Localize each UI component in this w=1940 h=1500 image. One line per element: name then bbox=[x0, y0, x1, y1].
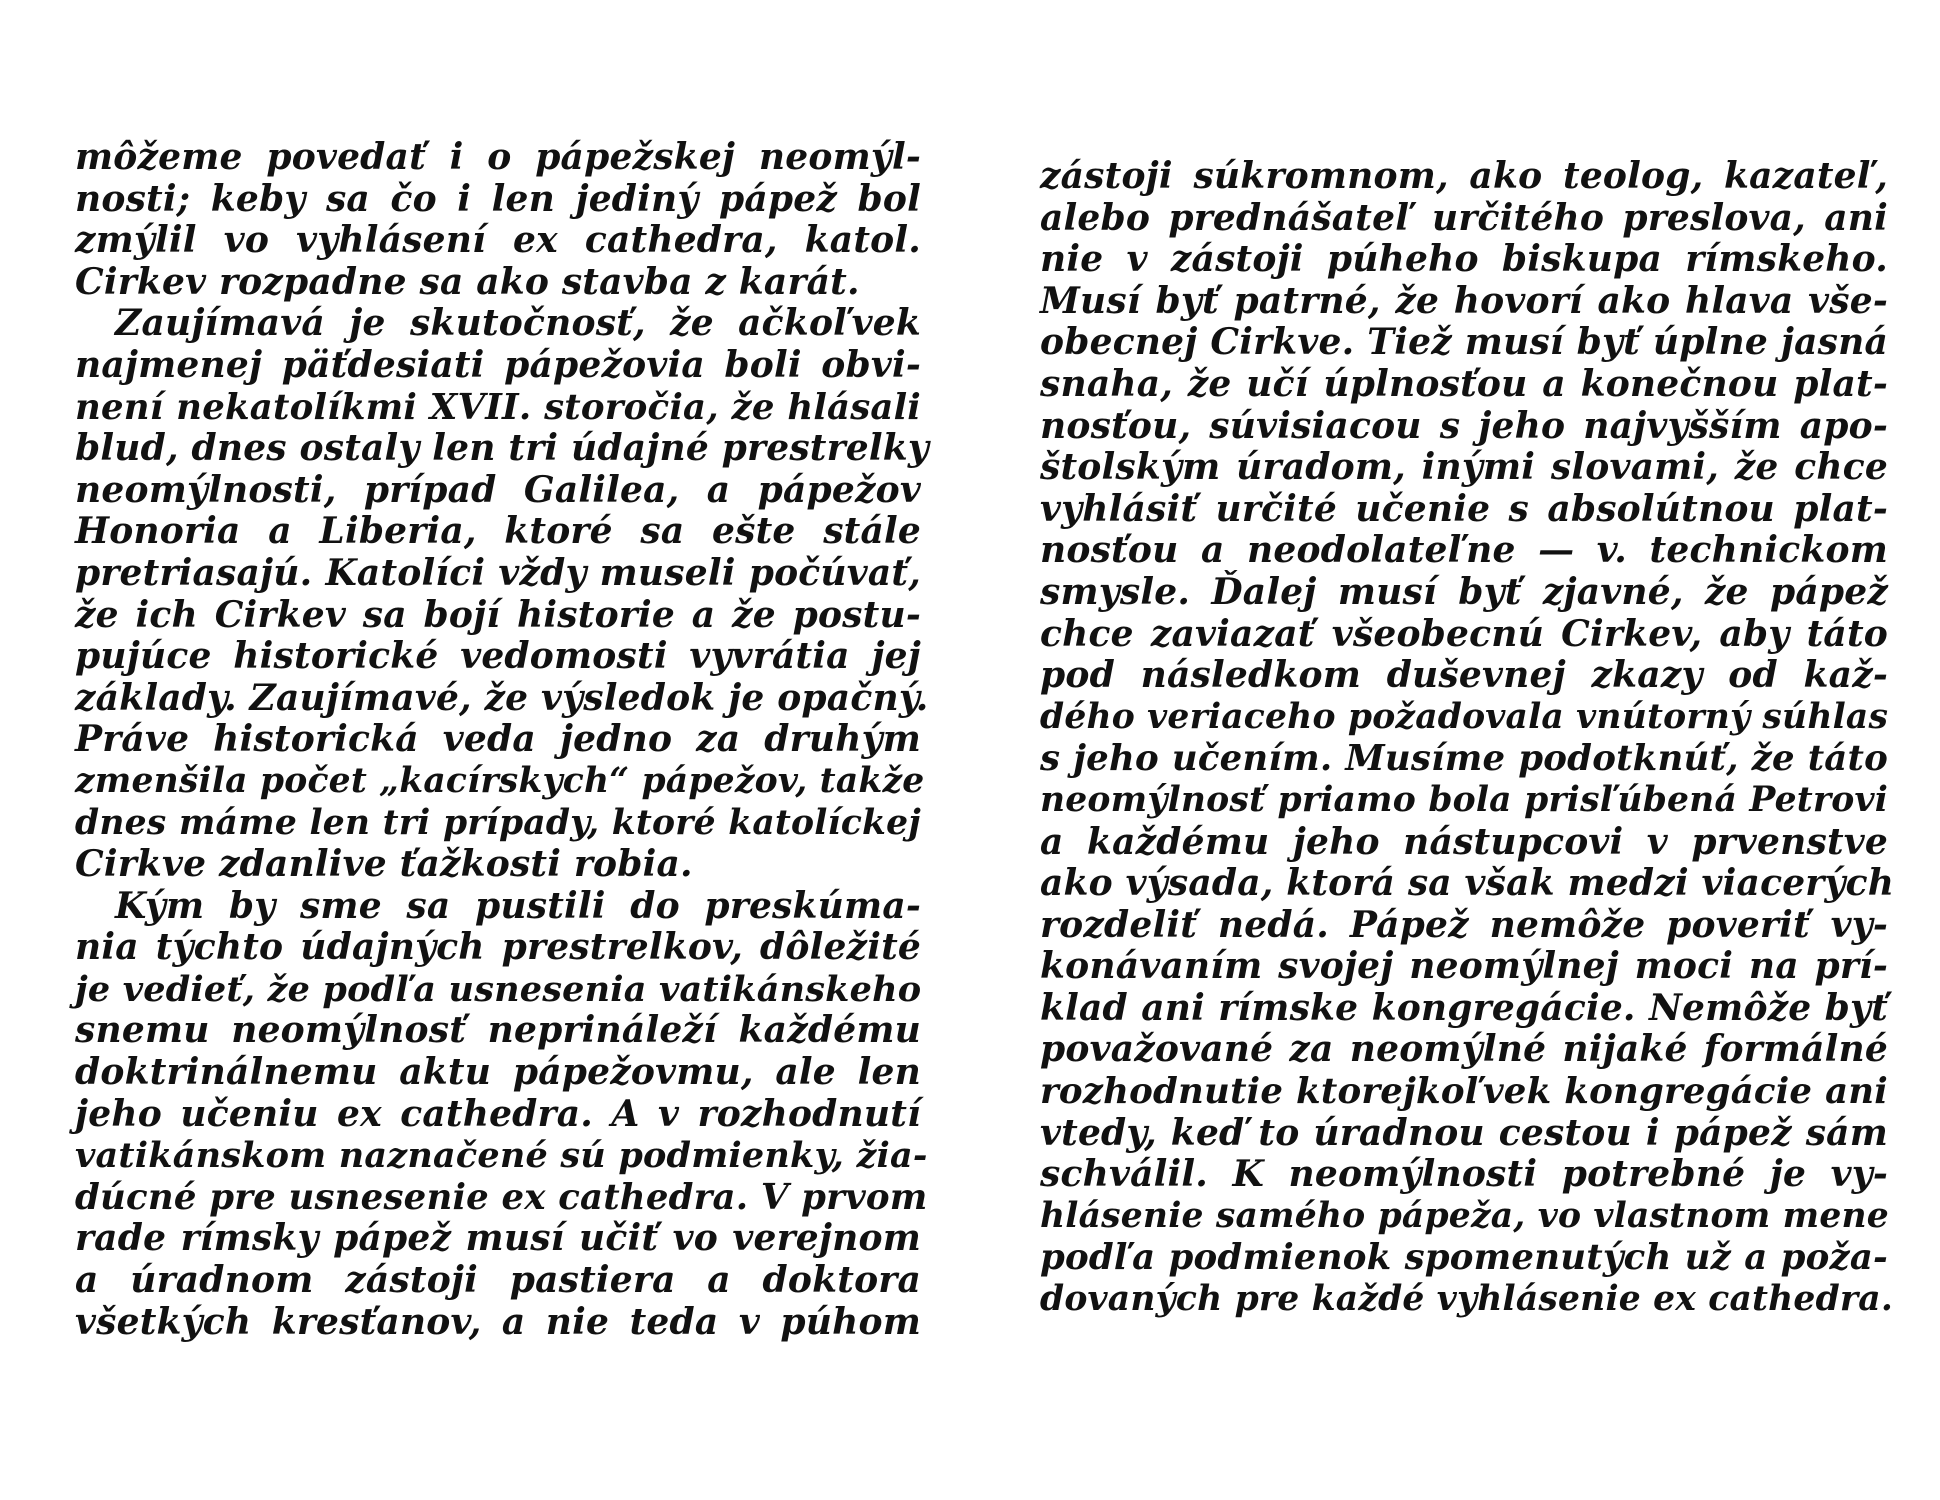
text-line: alebo prednášateľ určitého preslova, ani bbox=[1040, 196, 1888, 239]
text-line: dnes máme len tri prípady, ktoré katolíckej bbox=[75, 802, 921, 843]
text-line: Cirkve zdanlive ťažkosti robia. bbox=[75, 843, 693, 886]
text-line: Musí byť patrné, že hovorí ako hlava vše- bbox=[1040, 279, 1888, 322]
text-line: dúcné pre usnesenie ex cathedra. V prvom bbox=[75, 1176, 928, 1218]
text-line: považované za neomýlné nijaké formálné bbox=[1040, 1028, 1888, 1071]
text-line: najmenej päťdesiati pápežovia boli obvi- bbox=[75, 343, 921, 386]
text-line: není nekatolíkmi XVII. storočia, že hlásali bbox=[75, 386, 921, 428]
text-line: rozhodnutie ktorejkoľvek kongregácie ani bbox=[1040, 1071, 1888, 1113]
text-line: Honoria a Liberia, ktoré sa ešte stále bbox=[75, 510, 921, 553]
text-line: neomýlnosti, prípad Galilea, a pápežov bbox=[75, 468, 921, 511]
text-line: vatikánskom naznačené sú podmienky, žia- bbox=[75, 1135, 928, 1177]
text-line: a úradnom zástoji pastiera a doktora bbox=[75, 1259, 921, 1302]
text-line: a každému jeho nástupcovi v prvenstve bbox=[1040, 820, 1888, 863]
text-line: pujúce historické vedomosti vyvrátia jej bbox=[75, 635, 921, 678]
text-line: podľa podmienok spomenutých už a poža- bbox=[1040, 1237, 1888, 1279]
text-line: pretriasajú. Katolíci vždy museli počúvať, bbox=[75, 551, 921, 594]
text-line: doktrinálnemu aktu pápežovmu, ale len bbox=[75, 1051, 921, 1094]
text-line: pod následkom duševnej zkazy od kaž- bbox=[1040, 654, 1888, 697]
text-line: klad ani rímske kongregácie. Nemôže byť bbox=[1040, 986, 1888, 1029]
text-line: s jeho učením. Musíme podotknúť, že táto bbox=[1040, 738, 1888, 780]
text-line: Zaujímavá je skutočnosť, že ačkoľvek bbox=[115, 302, 921, 345]
text-line: rade rímsky pápež musí učiť vo verejnom bbox=[75, 1217, 921, 1260]
text-line: je vedieť, že podľa usnesenia vatikánskeho bbox=[75, 968, 922, 1010]
text-line: blud, dnes ostaly len tri údajné prestrelky bbox=[75, 427, 930, 470]
text-line: zmýlil vo vyhlásení ex cathedra, katol. bbox=[75, 219, 921, 262]
text-line: snemu neomýlnosť neprináleží každému bbox=[75, 1009, 921, 1052]
text-line: smysle. Ďalej musí byť zjavné, že pápež bbox=[1040, 570, 1888, 613]
text-line: konávaním svojej neomýlnej moci na prí- bbox=[1040, 945, 1888, 988]
text-line: jeho učeniu ex cathedra. A v rozhodnutí bbox=[75, 1092, 921, 1135]
text-line: obecnej Cirkve. Tiež musí byť úplne jasná bbox=[1040, 321, 1888, 364]
right-text-column bbox=[1040, 155, 1895, 1321]
text-line: Cirkev rozpadne sa ako stavba z karát. bbox=[75, 260, 860, 303]
text-line: všetkých kresťanov, a nie teda v púhom bbox=[75, 1300, 921, 1343]
text-line: hlásenie samého pápeža, vo vlastnom mene bbox=[1040, 1195, 1889, 1236]
text-line: vtedy, keď to úradnou cestou i pápež sám bbox=[1040, 1111, 1888, 1154]
text-line: neomýlnosť priamo bola prisľúbená Petrovi bbox=[1040, 779, 1888, 820]
text-line: nie v zástoji púheho biskupa rímskeho. bbox=[1040, 238, 1888, 281]
text-line: nosťou a neodolateľne — v. technickom bbox=[1040, 529, 1888, 572]
text-line: zástoji súkromnom, ako teolog, kazateľ, bbox=[1040, 155, 1888, 197]
text-line: nosti; keby sa čo i len jediný pápež bol bbox=[75, 177, 921, 220]
text-line: dého veriaceho požadovala vnútorný súhlas bbox=[1040, 696, 1889, 737]
text-line: ako výsada, ktorá sa však medzi viacerých bbox=[1040, 862, 1895, 905]
text-line: nosťou, súvisiacou s jeho najvyšším apo- bbox=[1040, 404, 1888, 447]
text-line: rozdeliť nedá. Pápež nemôže poveriť vy- bbox=[1040, 903, 1888, 946]
text-line: vyhlásiť určité učenie s absolútnou plat- bbox=[1040, 487, 1888, 530]
text-line: nia týchto údajných prestrelkov, dôležité bbox=[75, 926, 921, 969]
text-line: chce zaviazať všeobecnú Cirkev, aby táto bbox=[1040, 612, 1888, 655]
text-line: zmenšila počet „kacírskych“ pápežov, takže bbox=[75, 760, 925, 801]
text-line: Kým by sme sa pustili do preskúma- bbox=[115, 884, 921, 927]
text-line: Práve historická veda jedno za druhým bbox=[75, 718, 921, 761]
text-line: môžeme povedať i o pápežskej neomýl- bbox=[75, 136, 921, 178]
left-text-column bbox=[75, 136, 930, 1343]
text-line: štolským úradom, inými slovami, že chce bbox=[1040, 446, 1888, 489]
text-line: základy. Zaujímavé, že výsledok je opačný. bbox=[75, 676, 929, 719]
text-line: schválil. K neomýlnosti potrebné je vy- bbox=[1040, 1153, 1888, 1196]
text-line: snaha, že učí úplnosťou a konečnou plat- bbox=[1040, 362, 1888, 405]
text-line: dovaných pre každé vyhlásenie ex cathedra. bbox=[1040, 1279, 1894, 1320]
text-line: že ich Cirkev sa bojí historie a že postu- bbox=[75, 593, 921, 636]
